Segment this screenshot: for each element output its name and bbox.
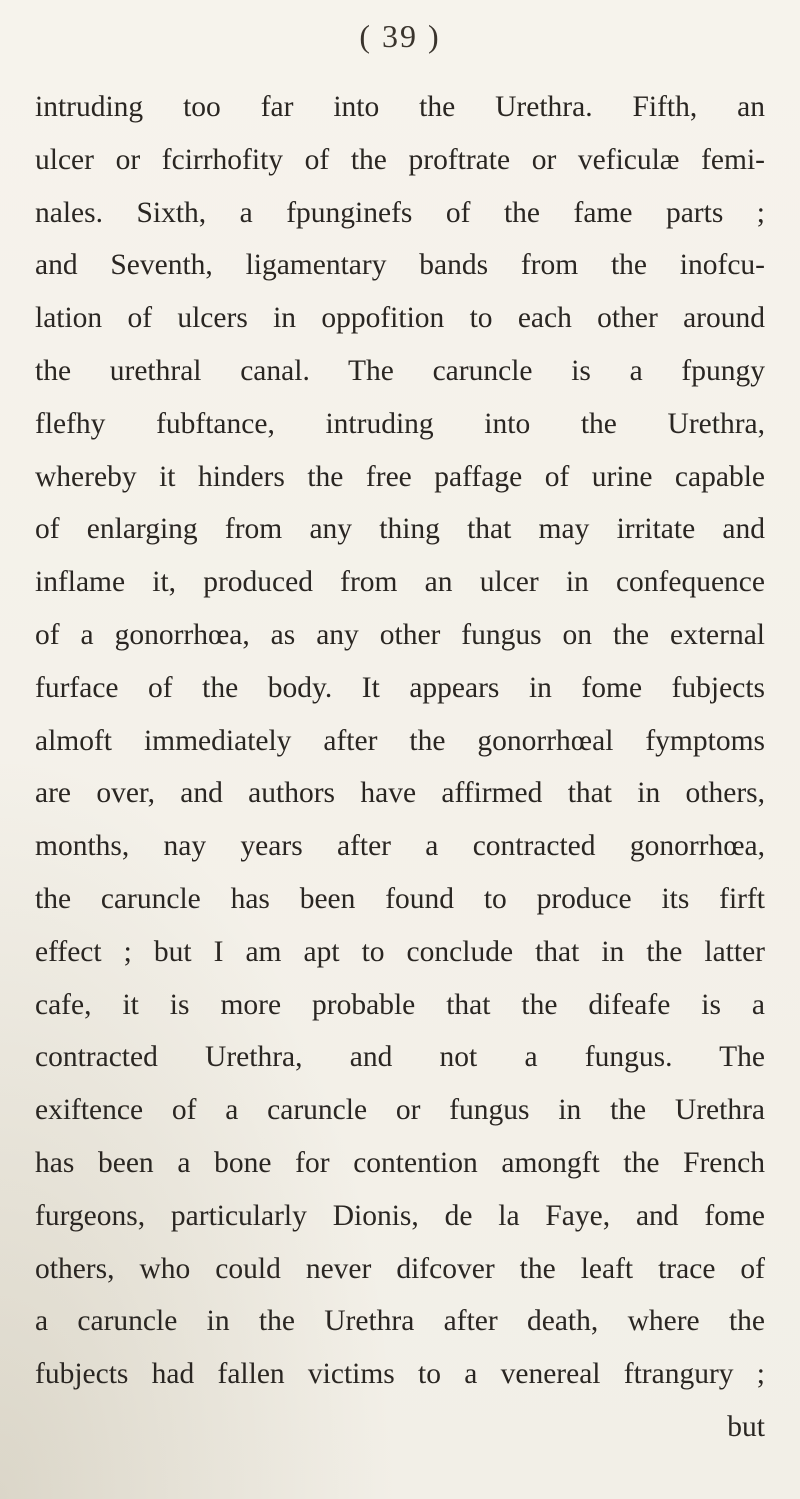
- text-line: the urethral canal. The caruncle is a fpungy: [35, 355, 765, 387]
- text-line: whereby it hinders the free paffage of urine capable: [35, 460, 765, 493]
- text-line: cafe, it is more probable that the difeafe is a: [35, 988, 765, 1021]
- text-line: fubjects had fallen victims to a venereal ftrangury ;: [35, 1358, 765, 1391]
- text-line: contracted Urethra, and not a fungus. The: [35, 1041, 765, 1074]
- text-line: others, who could never difcover the leaft trace of: [35, 1252, 765, 1285]
- text-line: effect ; but I am apt to conclude that in the latter: [35, 935, 765, 968]
- text-line: has been a bone for contention amongft the French: [35, 1147, 765, 1179]
- text-line: a caruncle in the Urethra after death, where the: [35, 1305, 765, 1338]
- text-line: the caruncle has been found to produce its firft: [35, 883, 765, 915]
- text-line: are over, and authors have affirmed that in others,: [35, 777, 765, 810]
- text-line: almoft immediately after the gonorrhœal fymptoms: [35, 724, 765, 757]
- text-line: intruding too far into the Urethra. Fifth, an: [35, 91, 765, 123]
- text-line: inflame it, produced from an ulcer in confequence: [35, 566, 765, 599]
- text-line: furgeons, particularly Dionis, de la Faye, and fome: [35, 1199, 765, 1232]
- text-line: flefhy fubftance, intruding into the Urethra,: [35, 407, 765, 440]
- text-line: lation of ulcers in oppofition to each other around: [35, 302, 765, 335]
- text-line: of enlarging from any thing that may irritate and: [35, 513, 765, 546]
- text-line: but: [727, 1411, 765, 1443]
- text-line: months, nay years after a contracted gonorrhœa,: [35, 830, 765, 863]
- text-line: ulcer or fcirrhofity of the proftrate or veficulæ femi-: [35, 143, 765, 176]
- text-line: nales. Sixth, a fpunginefs of the fame parts ;: [35, 196, 765, 229]
- text-line: of a gonorrhœa, as any other fungus on the external: [35, 619, 765, 651]
- text-line: furface of the body. It appears in fome fubjects: [35, 671, 765, 704]
- text-line: and Seventh, ligamentary bands from the inofcu-: [35, 249, 765, 282]
- text-line: exiftence of a caruncle or fungus in the Urethra: [35, 1094, 765, 1127]
- page-number: ( 39 ): [359, 18, 441, 54]
